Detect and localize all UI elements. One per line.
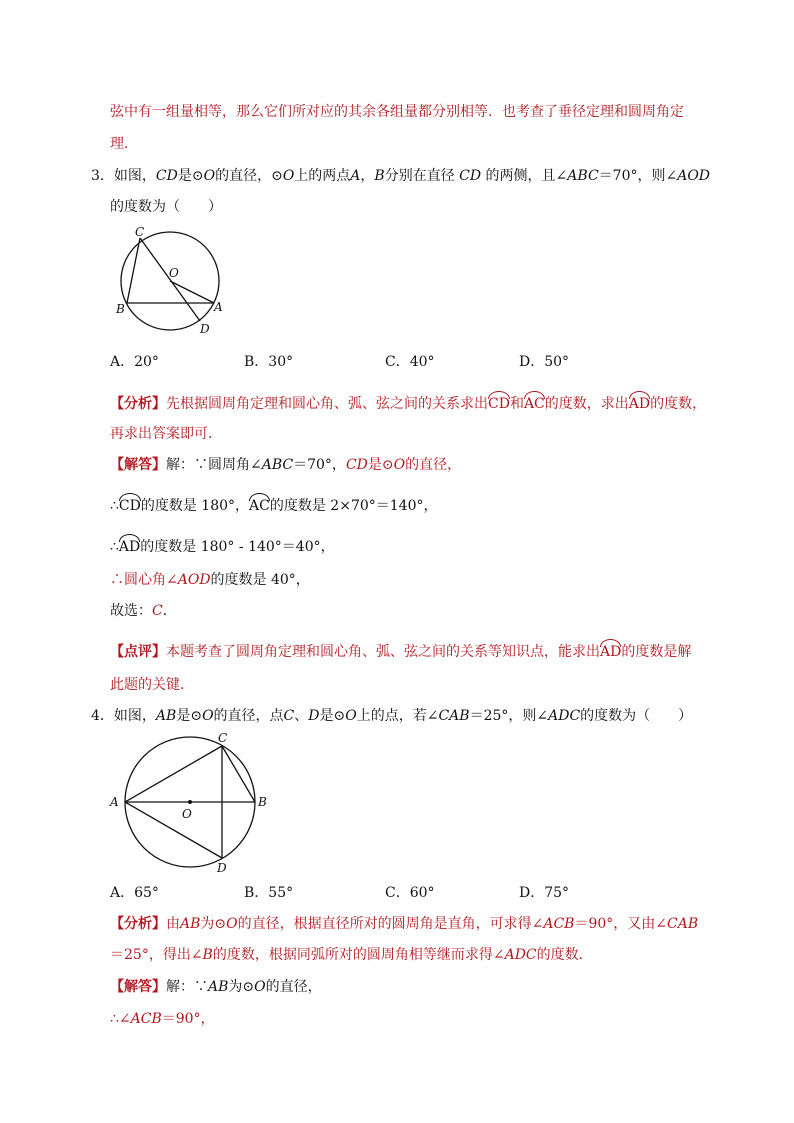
q3-comment-line-1: 【点评】本题考查了圆周角定理和圆心角、弧、弦之间的关系等知识点，能求出AD的度数是解 — [110, 639, 691, 661]
q3-label-c: C — [135, 225, 145, 239]
q3-analysis-line-2: 再求出答案即可． — [110, 426, 222, 442]
q3-label-d: D — [200, 322, 210, 336]
q3-option-c[interactable]: C．40° — [385, 354, 435, 370]
q3-number: 3． — [91, 168, 114, 184]
q3-step-2: ∴AD的度数是 180° - 140°＝40°， — [110, 534, 335, 556]
q4-number: 4． — [91, 708, 114, 724]
q4-label-a: A — [110, 795, 119, 809]
q3-comment-tag: 【点评】 — [110, 644, 166, 660]
q3-label-b: B — [116, 302, 125, 316]
q4-chord-ac — [125, 746, 222, 802]
q3-label-a: A — [214, 300, 223, 314]
q3-stem-line-2: 的度数为（ ） — [110, 199, 222, 215]
q4-chord-cb — [222, 746, 255, 802]
carryover-line-2: 理． — [110, 136, 138, 152]
q3-comment-line-2: 此题的关键． — [110, 677, 194, 693]
q3-analysis-line-1: 【分析】先根据圆周角定理和圆心角、弧、弦之间的关系求出CD和AC的度数，求出AD的度数， — [110, 391, 706, 413]
q4-option-c[interactable]: C．60° — [385, 885, 435, 901]
q4-stem: 4．如图，AB是⊙O的直径，点C、D是⊙O上的点，若∠CAB＝25°，则∠ADC的度数为（ ） — [91, 708, 693, 724]
q3-option-b[interactable]: B．30° — [244, 354, 294, 370]
q4-chord-ad — [125, 802, 222, 858]
q4-analysis-tag: 【分析】 — [110, 916, 166, 932]
carryover-line-1: 弦中有一组量相等，那么它们所对应的其余各组量都分别相等．也考查了垂径定理和圆周角定 — [110, 104, 684, 120]
q4-answer-line: 【解答】解：∵AB为⊙O的直径， — [110, 979, 322, 995]
q3-choice-line: 故选：C． — [110, 603, 177, 619]
q3-step-1: ∴CD的度数是 180°，AC的度数是 2×70°＝140°， — [110, 493, 437, 515]
q4-answer-tag: 【解答】 — [110, 979, 166, 995]
q3-option-a[interactable]: A．20° — [110, 354, 159, 370]
q4-center-dot — [188, 800, 192, 804]
q4-step-1: ∴∠ACB＝90°， — [110, 1011, 215, 1027]
q4-label-d: D — [217, 861, 227, 875]
q4-analysis-line-1: 【分析】由AB为⊙O的直径，根据直径所对的圆周角是直角，可求得∠ACB＝90°，又由∠CAB — [110, 916, 699, 932]
q3-step-3: ∴圆心角∠AOD的度数是 40°， — [110, 572, 310, 588]
q4-label-c: C — [218, 731, 228, 745]
q3-label-o: O — [169, 266, 179, 280]
q3-answer-tag: 【解答】 — [110, 457, 166, 473]
q4-label-o: O — [182, 807, 192, 821]
q4-analysis-line-2: ＝25°，得出∠B的度数，根据同弧所对的圆周角相等继而求得∠ADC的度数． — [110, 947, 593, 963]
q4-label-b: B — [258, 795, 267, 809]
q3-analysis-tag: 【分析】 — [110, 396, 166, 412]
q4-option-d[interactable]: D．75° — [519, 885, 570, 901]
q3-option-d[interactable]: D．50° — [519, 354, 570, 370]
q3-answer-line: 【解答】解：∵圆周角∠ABC＝70°，CD是⊙O的直径， — [110, 457, 462, 473]
q3-stem-line-1: 3．如图，CD是⊙O的直径，⊙O上的两点A，B分别在直径 CD 的两侧，且∠ABC＝70°，则∠AOD — [91, 168, 711, 184]
q4-option-a[interactable]: A．65° — [110, 885, 159, 901]
q4-option-b[interactable]: B．55° — [244, 885, 294, 901]
